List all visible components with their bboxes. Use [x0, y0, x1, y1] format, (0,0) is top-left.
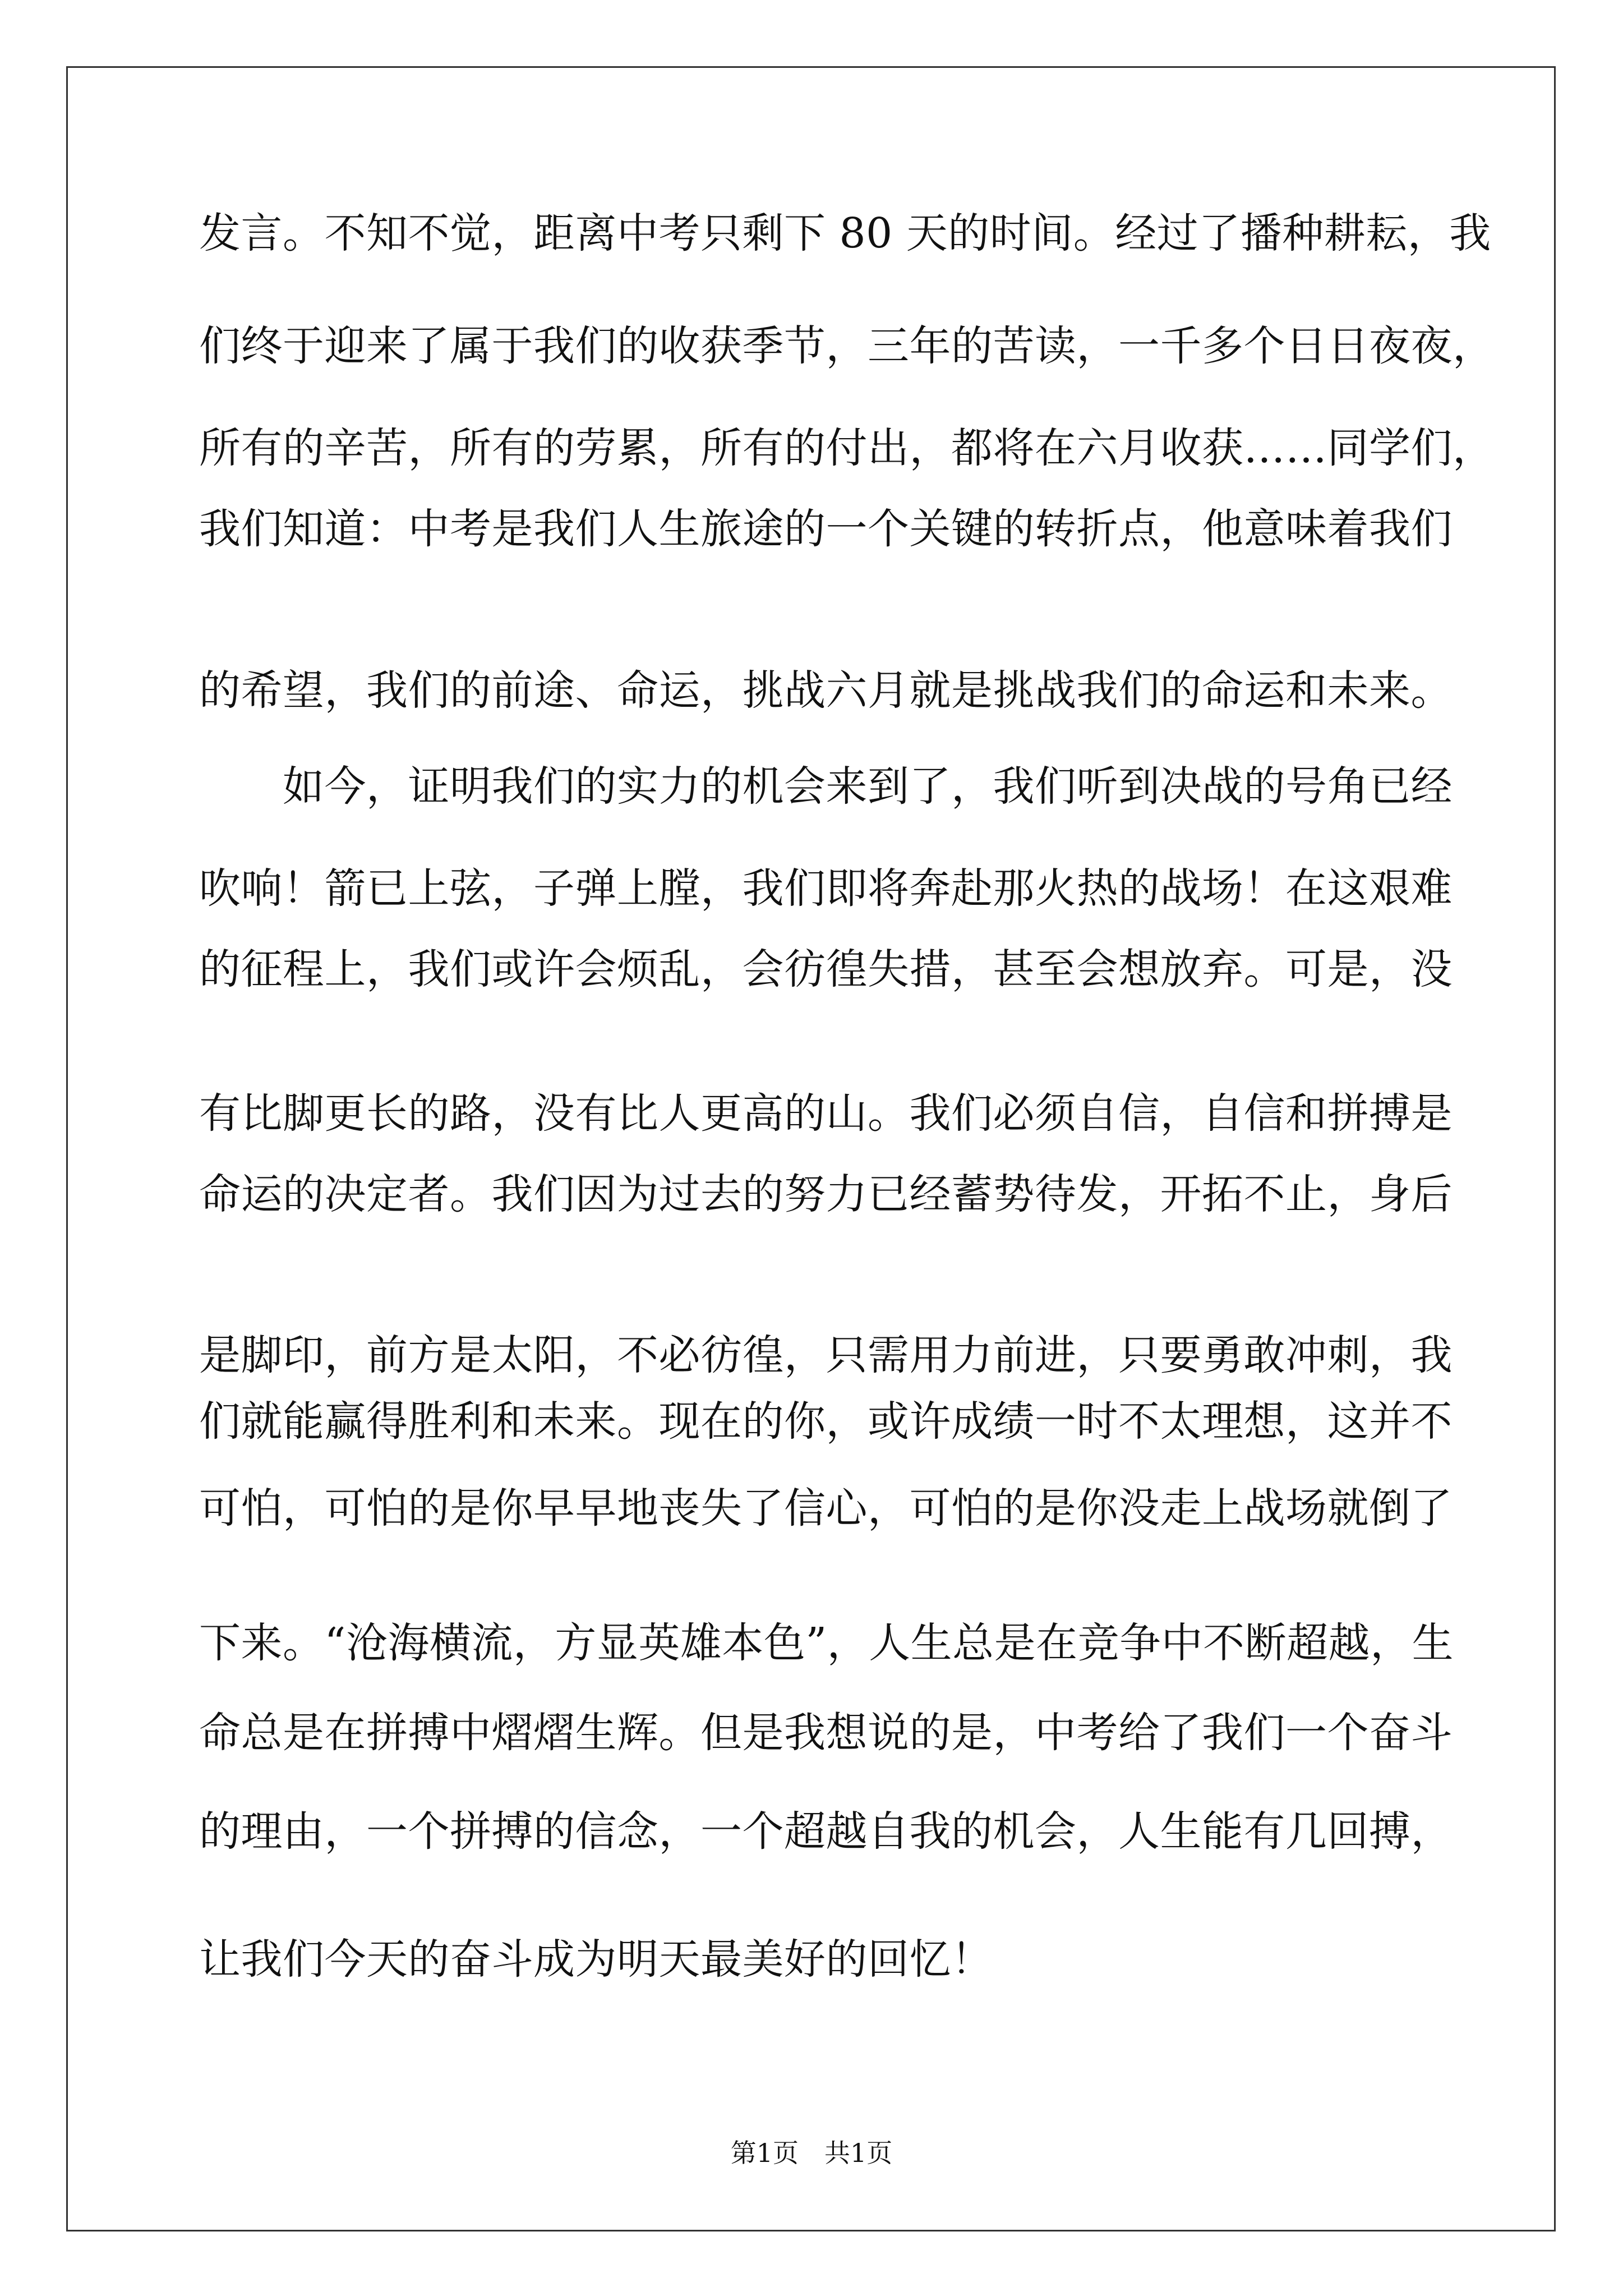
paragraph-line: 所有的辛苦，所有的劳累，所有的付出，都将在六月收获……同学们， — [199, 424, 1495, 472]
paragraph-line: 命运的决定者。我们因为过去的努力已经蓄势待发，开拓不止，身后 — [199, 1170, 1453, 1218]
page-number-footer: 第1页 共1页 — [730, 2138, 893, 2168]
paragraph-line: 有比脚更长的路，没有比人更高的山。我们必须自信，自信和拼搏是 — [199, 1089, 1453, 1138]
paragraph-line: 的理由，一个拼搏的信念，一个超越自我的机会，人生能有几回搏， — [199, 1807, 1453, 1856]
paragraph-line: 的征程上，我们或许会烦乱，会彷徨失措，甚至会想放弃。可是，没 — [199, 945, 1453, 993]
paragraph-line: 是脚印，前方是太阳，不必彷徨，只需用力前进，只要勇敢冲刺，我 — [199, 1331, 1453, 1379]
paragraph-line: 让我们今天的奋斗成为明天最美好的回忆！ — [199, 1935, 993, 1984]
paragraph-line: 我们知道：中考是我们人生旅途的一个关键的转折点，他意味着我们 — [199, 505, 1453, 553]
page-border — [66, 66, 1556, 2231]
paragraph-line: 们就能赢得胜利和未来。现在的你，或许成绩一时不太理想，这并不 — [199, 1397, 1453, 1446]
paragraph-line: 吹响！箭已上弦，子弹上膛，我们即将奔赴那火热的战场！在这艰难 — [199, 864, 1453, 913]
paragraph-line: 下来。“沧海横流，方显英雄本色”，人生总是在竞争中不断超越，生 — [199, 1619, 1454, 1667]
paragraph-line: 的希望，我们的前途、命运，挑战六月就是挑战我们的命运和未来。 — [199, 666, 1453, 715]
paragraph-line: 们终于迎来了属于我们的收获季节，三年的苦读，一千多个日日夜夜， — [199, 322, 1495, 370]
paragraph-line: 发言。不知不觉，距离中考只剩下 80 天的时间。经过了播种耕耘，我 — [199, 209, 1491, 257]
paragraph-line: 如今，证明我们的实力的机会来到了，我们听到决战的号角已经 — [199, 762, 1453, 811]
paragraph-line: 可怕，可怕的是你早早地丧失了信心，可怕的是你没走上战场就倒了 — [199, 1484, 1453, 1533]
paragraph-line: 命总是在拼搏中熠熠生辉。但是我想说的是，中考给了我们一个奋斗 — [199, 1709, 1453, 1757]
